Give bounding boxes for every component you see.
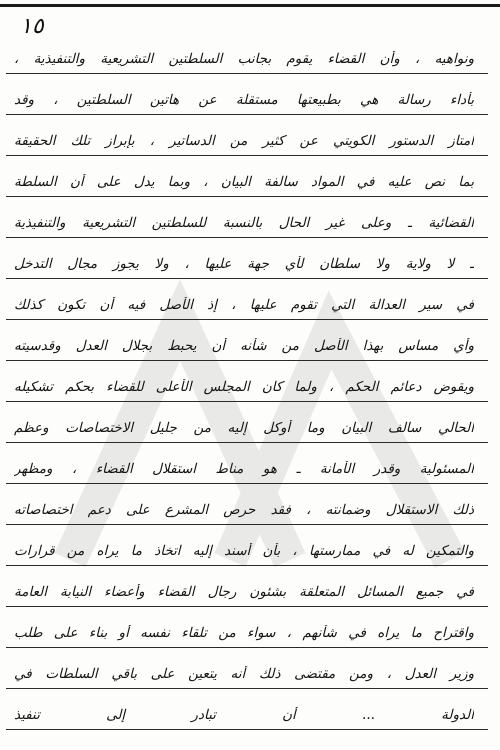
text-line-content: القضائية ـ وعلى غير الحال بالنسبة للسلطتين التشريعية والتنفيذية xyxy=(14,215,474,231)
text-line-content: الدولة ... أن تبادر إلى تنفيذ xyxy=(14,707,474,723)
text-line xyxy=(6,532,488,566)
text-line xyxy=(6,204,488,238)
text-line xyxy=(6,163,488,197)
text-line xyxy=(6,655,488,689)
text-line xyxy=(6,368,488,402)
text-line-content: ونواهيه ، وأن القضاء يقوم بجانب السلطتين التشريعية والتنفيذية ، xyxy=(14,51,474,67)
text-line xyxy=(6,491,488,525)
text-line xyxy=(6,614,488,648)
text-line-content: في سير العدالة التي تقوم عليها ، إذ الأصل فيه أن تكون كذلك xyxy=(14,297,474,313)
text-line-content: ذلك الاستقلال وضمانته ، فقد حرص المشرع على دعم اختصاصاته xyxy=(14,502,474,518)
text-line xyxy=(6,122,488,156)
text-line-content: واقتراح ما يراه في شأنهم ، سواء من تلقاء نفسه أو بناء على طلب xyxy=(14,625,474,641)
text-line-content: المسئولية وقدر الأمانة ـ هو مناط استقلال القضاء ، ومظهر xyxy=(14,461,474,477)
text-line xyxy=(6,40,488,74)
text-line-content: بما نص عليه في المواد سالفة البيان ، وبما يدل على أن السلطة xyxy=(14,174,474,190)
text-line xyxy=(6,81,488,115)
text-line-content: امتاز الدستور الكويتي عن كثير من الدساتير ، بإبراز تلك الحقيقة xyxy=(14,133,474,149)
text-line xyxy=(6,286,488,320)
text-line xyxy=(6,327,488,361)
text-line xyxy=(6,573,488,607)
text-line xyxy=(6,409,488,443)
text-line-content: ويقوض دعائم الحكم ، ولما كان المجلس الأعلى للقضاء بحكم تشكيله xyxy=(14,379,474,395)
text-line xyxy=(6,696,488,730)
text-line xyxy=(6,450,488,484)
text-line-content: الحالي سالف البيان وما أوكل إليه من جليل الاختصاصات وعظم xyxy=(14,420,474,436)
text-line-content: في جميع المسائل المتعلقة بشئون رجال القضاء وأعضاء النيابة العامة xyxy=(14,584,474,600)
text-line-content: وأي مساس بهذا الأصل من شأنه أن يحبط بجلال العدل وقدسيته xyxy=(14,338,474,354)
text-line-content: ـ لا ولاية ولا سلطان لأي جهة عليها ، ولا يجوز مجال التدخل xyxy=(14,256,474,272)
page-number: ١٥ xyxy=(20,14,44,39)
text-line xyxy=(6,245,488,279)
text-line-content: والتمكين له في ممارستها ، بأن أسند إليه اتخاذ ما يراه من قرارات xyxy=(14,543,474,559)
text-line-content: وزير العدل ، ومن مقتضى ذلك أنه يتعين على باقي السلطات في xyxy=(14,666,474,682)
top-border-line xyxy=(0,4,500,7)
text-line-content: بأداء رسالة هي بطبيعتها مستقلة عن هاتين السلطتين ، وقد xyxy=(14,92,474,108)
